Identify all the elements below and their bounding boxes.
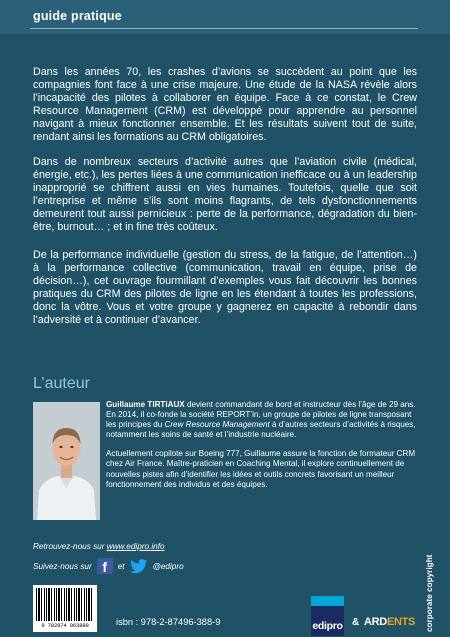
barcode-bars xyxy=(36,588,94,621)
isbn: isbn : 978-2-87496-388-9 xyxy=(116,617,221,627)
author-photo xyxy=(33,402,100,520)
body-paragraph-2: Dans de nombreux secteurs d’activité autres que l’aviation civile (médical, énergie, etc.), les pertes liées à une communication inefficace ou à un leadership inapproprié se chiffrent aussi en vies humaines. Toutefois, quelle que soit l’entreprise et même s’ils sont moins flagrants, de tels dysfonctionnements demeurent tout aussi pernicieux : perte de la performance, dégradation du bien-être, burnout… ; et in fine très coûteux. xyxy=(33,156,417,234)
website-line: Retrouvez-nous sur www.edipro.info xyxy=(33,542,165,551)
barcode-digits: 9 782874 963889 xyxy=(41,622,89,629)
social-line: Suivez-nous sur f et @edipro xyxy=(33,559,184,575)
copyright-note: corporate copyright xyxy=(425,554,434,632)
author-bio xyxy=(106,400,418,499)
website-link[interactable]: www.edipro.info xyxy=(106,542,165,551)
barcode xyxy=(33,585,97,632)
author-name: Guillaume TIRTIAUX xyxy=(106,400,185,409)
edipro-logo: edipro xyxy=(311,596,344,636)
author-section-title: L’auteur xyxy=(33,375,90,392)
body-paragraph-3: De la performance individuelle (gestion du stress, de la fatigue, de l’attention…) à la performance collective (communication, travail en équipe, prise de décision…), cet ouvrage fourmillant d’exemples vous fait découvrir les bonnes pratiques du CRM des pilotes de ligne en les étendant à toutes les professions, donc la vôtre. Vous et votre groupe y gagnerez en capacité à rebondir dans l’adversité et à continuer d’avancer. xyxy=(33,249,417,327)
author-bio-paragraph-2: Actuellement copilote sur Boeing 777, Guillaume assure la fonction de formateur CRM chez Air France. Maître-praticien en Coaching Mental, il explore continuellement de nouvelles pistes afin d’identifier les idées et outils concrets favorisant un meilleur fonctionnement des individus et des équipes. xyxy=(106,449,416,489)
facebook-icon[interactable]: f xyxy=(97,558,113,574)
author-portrait-illustration xyxy=(33,402,100,520)
twitter-icon[interactable] xyxy=(130,559,148,574)
edipro-logo-stripe xyxy=(311,596,344,606)
publisher-ampersand: & xyxy=(352,617,360,628)
twitter-handle[interactable]: @edipro xyxy=(152,561,184,571)
body-paragraph-1: Dans les années 70, les crashes d’avions se succèdent au point que les compagnies font face à une crise majeure. Une étude de la NASA révèle alors l’incapacité des pilotes à collaborer en équipe. Face à ce constat, le Crew Resource Management (CRM) est développé pour apprendre au personnel navigant à mieux fonctionner ensemble. Et les résultats suivent tout de suite, rendant ainsi les formations au CRM obligatoires. xyxy=(33,66,417,144)
header-divider xyxy=(30,28,418,29)
author-bio-paragraph-1: Guillaume TIRTIAUX devient commandant de bord et instructeur dès l’âge de 29 ans. En 2014, il co-fonde la société REPORT’in, un groupe de pilotes de ligne transposant les principes du Crew Resource Management à d’autres secteurs d’activités à risques, notamment les soins de santé et l’industrie nucléaire. xyxy=(106,400,416,440)
ardents-logo: ARDENTS xyxy=(364,616,416,628)
series-label: guide pratique xyxy=(33,9,122,23)
